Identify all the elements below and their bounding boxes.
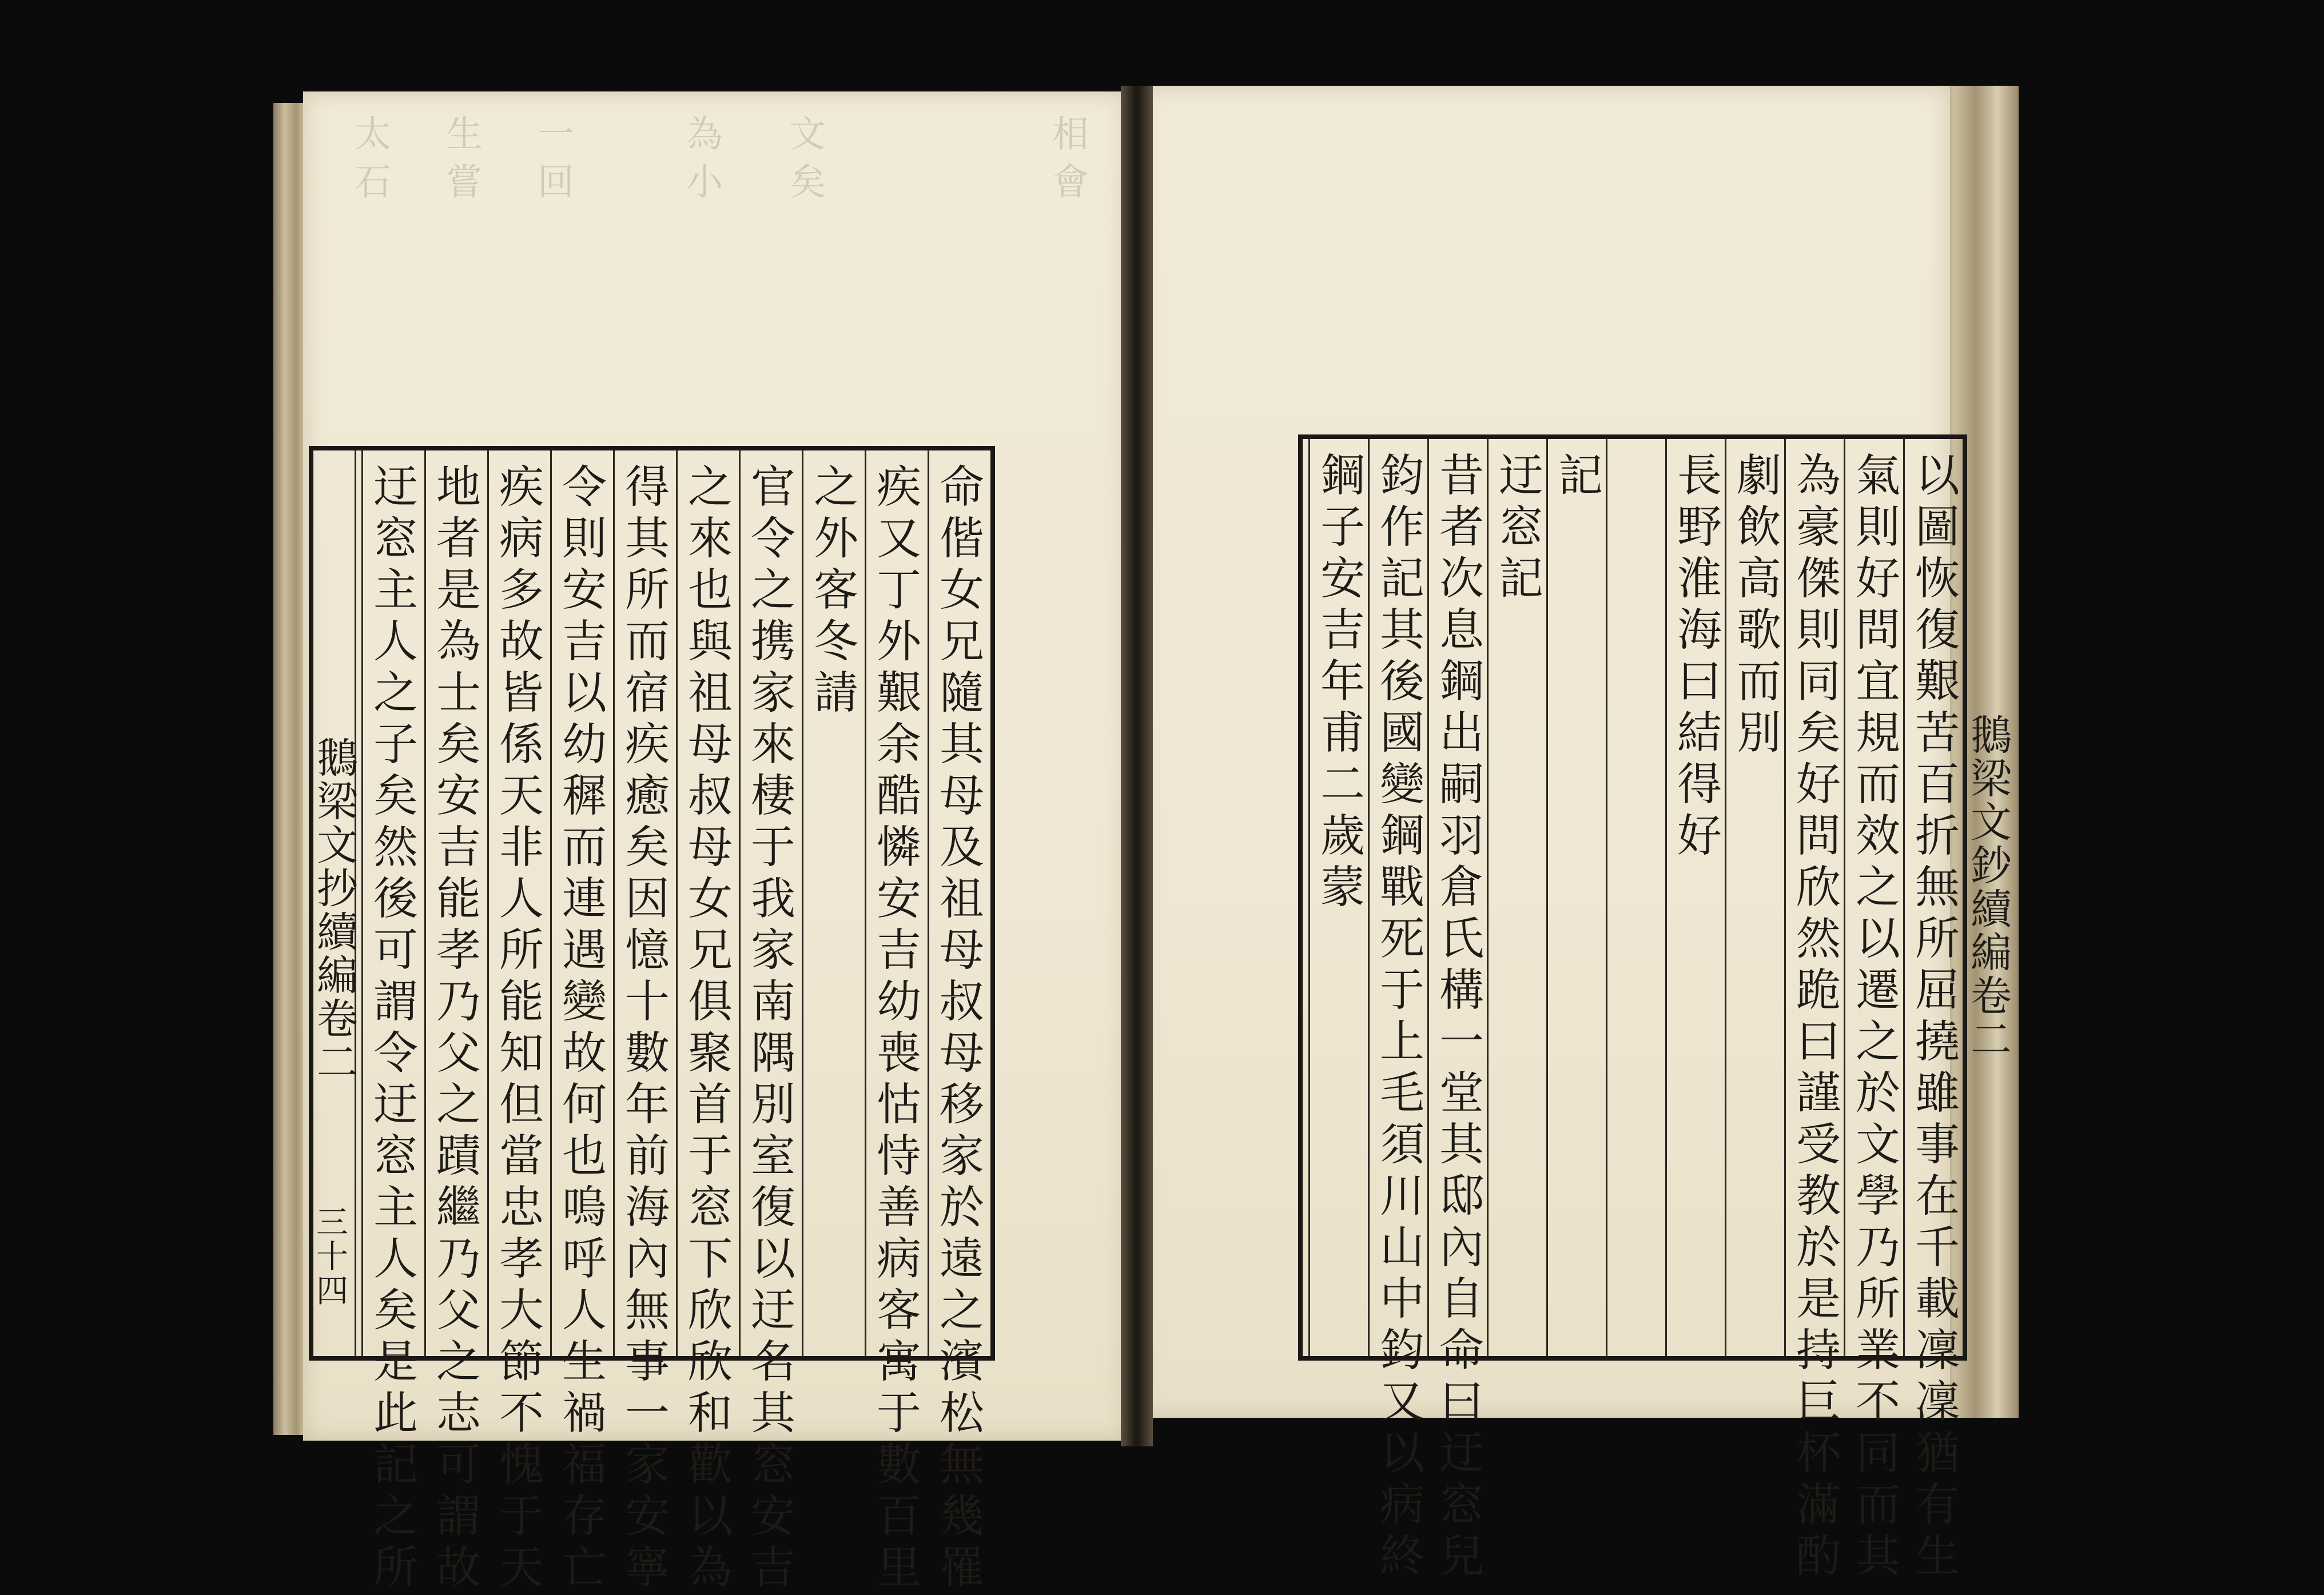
right-page-column-rule [1427,439,1429,1356]
left-page-column-rule [802,450,803,1356]
left-page-text-line: 迂窓主人之子矣然後可謂令迂窓主人矣是此記之所 [366,463,417,1595]
right-page-column-rule [1725,439,1726,1356]
right-page-text-line: 迂窓記 [1491,452,1543,606]
right-page-column-rule [1546,439,1548,1356]
right-text-frame [1298,434,2012,1584]
left-page-text-line: 得其所而宿疾癒矣因憶十數年前海內無事一家安寧 [618,463,669,1595]
left-page-text-line: 命偕女兄隨其母及祖母叔母移家於遠之濱松無幾罹 [932,463,984,1595]
right-page-column-rule [1308,439,1310,1356]
right-fishtail-title: 鵝梁文鈔續編卷二 [1964,713,2012,1061]
bleed-through-text: 為小 [680,114,722,210]
left-page-column-rule [676,450,678,1356]
left-page-column-rule [865,450,866,1356]
bleed-through-text: 文矣 [783,114,825,210]
right-page-column-rule [1665,439,1667,1356]
left-page-column-rule [361,450,363,1356]
left-page-column-rule [739,450,741,1356]
left-page-text-line: 官令之携家來棲于我家南隅別室復以迂名其窓安吉 [743,463,795,1595]
right-page-text-line: 長野淮海曰結得好 [1670,452,1721,863]
right-page-column-rule [1903,439,1905,1356]
right-page-text-line: 氣則好問宜規而效之以遷之於文學乃所業不同而其 [1848,452,1900,1584]
right-page-text-line: 鋼子安吉年甫二歲蒙 [1313,452,1364,915]
left-page-column-rule [550,450,552,1356]
right-page-text-line: 以圖恢復艱苦百折無所屈撓雖事在千載凜凜猶有生 [1908,452,1959,1584]
bleed-through-text: 太石 [348,114,391,210]
right-page-column-rule [1784,439,1786,1356]
left-page-column-rule [928,450,929,1356]
right-page-text-line: 鈞作記其後國變鋼戰死于上毛須川山中鈞又以病終 [1372,452,1424,1584]
left-fishtail-page-number: 三十四 [311,1205,348,1308]
left-page-column-rule [424,450,426,1356]
bleed-through-text: 一回 [531,114,574,210]
left-text-frame [309,446,995,1595]
left-page-text-line: 地者是為士矣安吉能孝乃父之蹟繼乃父之志可謂故 [429,463,480,1595]
left-page-text-line: 疾又丁外艱余酷憐安吉幼喪怙恃善病客寓于數百里 [869,463,921,1595]
right-fishtail-column [1963,439,2014,1356]
left-page-text-line: 之外客冬請 [806,463,858,720]
right-page-text-line: 劇飲高歌而別 [1729,452,1781,760]
left-page-column-rule [487,450,489,1356]
right-page-column-rule [1844,439,1845,1356]
bleed-through-text: 生嘗 [440,114,482,210]
left-fishtail-column [310,450,358,1356]
left-page-text-line: 疾病多故皆係天非人所能知但當忠孝大節不愧于天 [492,463,543,1595]
right-page-column-rule [1606,439,1607,1356]
right-page-column-rule [1487,439,1489,1356]
right-page-text-line: 為豪傑則同矣好問欣然跪曰謹受教於是持巨杯滿酌 [1789,452,1840,1584]
right-page-text-line: 昔者次息鋼出嗣羽倉氏構一堂其邸內自命曰迂窓兒 [1432,452,1483,1584]
left-page-text-line: 之來也與祖母叔母女兄俱聚首于窓下欣欣和歡以為 [681,463,732,1595]
left-page-column-rule [613,450,615,1356]
right-page-column-rule [1368,439,1370,1356]
bleed-through-text: 相會 [1046,114,1088,210]
left-fishtail-title: 鵝梁文抄續編卷二 [310,736,358,1084]
left-page-text-line: 令則安吉以幼穉而連遇變故何也嗚呼人生禍福存亡 [555,463,606,1595]
right-page-text-line: 記 [1551,452,1602,503]
book-gutter [1121,86,1153,1446]
